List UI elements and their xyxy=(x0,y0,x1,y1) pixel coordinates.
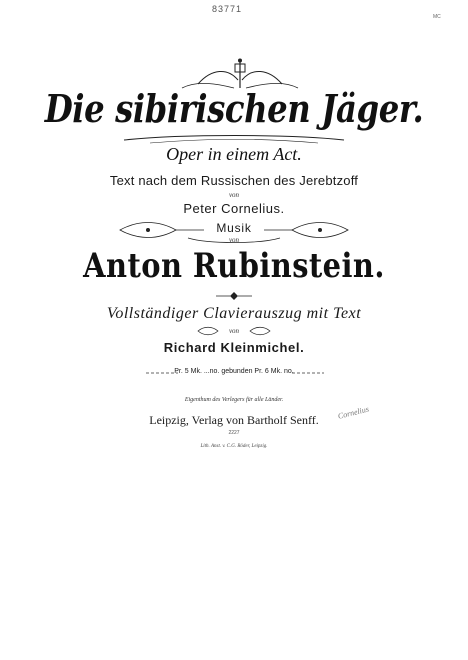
von-label-1: von xyxy=(228,191,240,199)
lithographer-credit: Lith. Anst. v. C.G. Röder, Leipzig. xyxy=(200,444,268,449)
publisher-number: 2227 xyxy=(228,430,240,436)
corner-mark: MC xyxy=(433,14,441,20)
von-label-2: von xyxy=(228,236,240,244)
library-stamp: Cornelius xyxy=(336,404,370,421)
von-label-3: von xyxy=(228,327,240,335)
opera-subtitle: Oper in einem Act. xyxy=(166,144,302,164)
composer-name: Anton Rubinstein. xyxy=(83,246,385,286)
price-line: Pr. 5 Mk. ...no. gebunden Pr. 6 Mk. no. xyxy=(174,368,294,375)
arranger-name: Richard Kleinmichel. xyxy=(163,340,305,355)
opera-title: Die sibirischen Jäger. xyxy=(44,86,424,131)
catalog-number: 83771 xyxy=(212,4,243,14)
vocal-score-line: Vollständiger Clavierauszug mit Text xyxy=(106,305,362,322)
librettist-name: Peter Cornelius. xyxy=(183,201,285,216)
rights-line: Eigenthum des Verlegers für alle Länder. xyxy=(184,397,284,403)
musik-label: Musik xyxy=(216,221,252,235)
publisher-line: Leipzig, Verlag von Bartholf Senff. xyxy=(149,413,319,427)
libretto-source: Text nach dem Russischen des Jerebtzoff xyxy=(109,173,359,188)
composer-divider-ornament xyxy=(214,291,254,301)
